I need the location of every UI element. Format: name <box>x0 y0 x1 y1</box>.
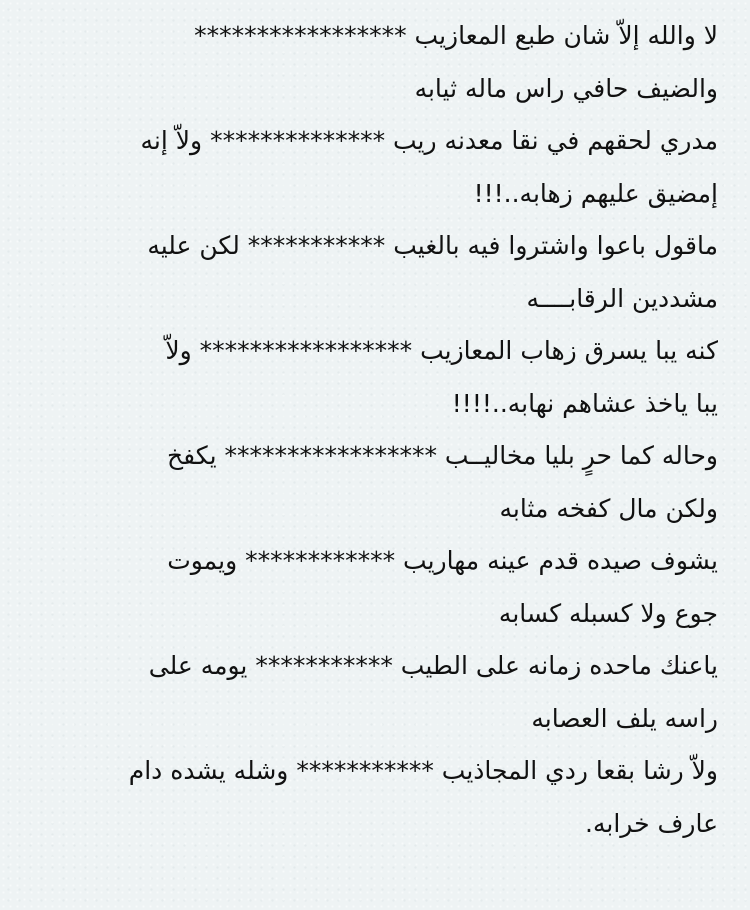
poem-line: ولكن مال كفخه مثابه <box>499 493 718 523</box>
poem-line: لا والله إلاّ شان طبع المعازيب ***************** <box>194 21 718 50</box>
poem-line: يبا ياخذ عشاهم نهابه..!!!! <box>451 388 718 418</box>
poem-line: والضيف حافي راس ماله ثيابه <box>414 73 718 103</box>
poem-line: كنه يبا يسرق زهاب المعازيب ***************** ولاّ <box>165 336 718 365</box>
poem-text <box>18 10 718 850</box>
poem-line: جوع ولا كسبله كسابه <box>498 598 718 628</box>
poem-line: مدري لحقهم في نقا معدنه ريب ************** ولاّ إنه <box>140 126 718 155</box>
poem-line: وحاله كما حرٍ بليا مخاليــب ***************** يكفخ <box>166 441 718 470</box>
poem-line: عارف خرابه. <box>585 808 718 838</box>
poem-line: ماقول باعوا واشتروا فيه بالغيب *********** لكن عليه <box>147 231 718 260</box>
poem-line: إمضيق عليهم زهابه..!!! <box>473 178 718 208</box>
poem-line: مشددين الرقابــــه <box>526 283 718 313</box>
poem-line: ياعنك ماحده زمانه على الطيب *********** يومه على <box>148 651 718 680</box>
poem-line: يشوف صيده قدم عينه مهاريب ************ ويموت <box>167 546 718 575</box>
poem-line: راسه يلف العصابه <box>531 703 718 733</box>
poem-line: ولاّ رشا بقعا ردي المجاذيب *********** وشله يشده دام <box>128 756 718 785</box>
